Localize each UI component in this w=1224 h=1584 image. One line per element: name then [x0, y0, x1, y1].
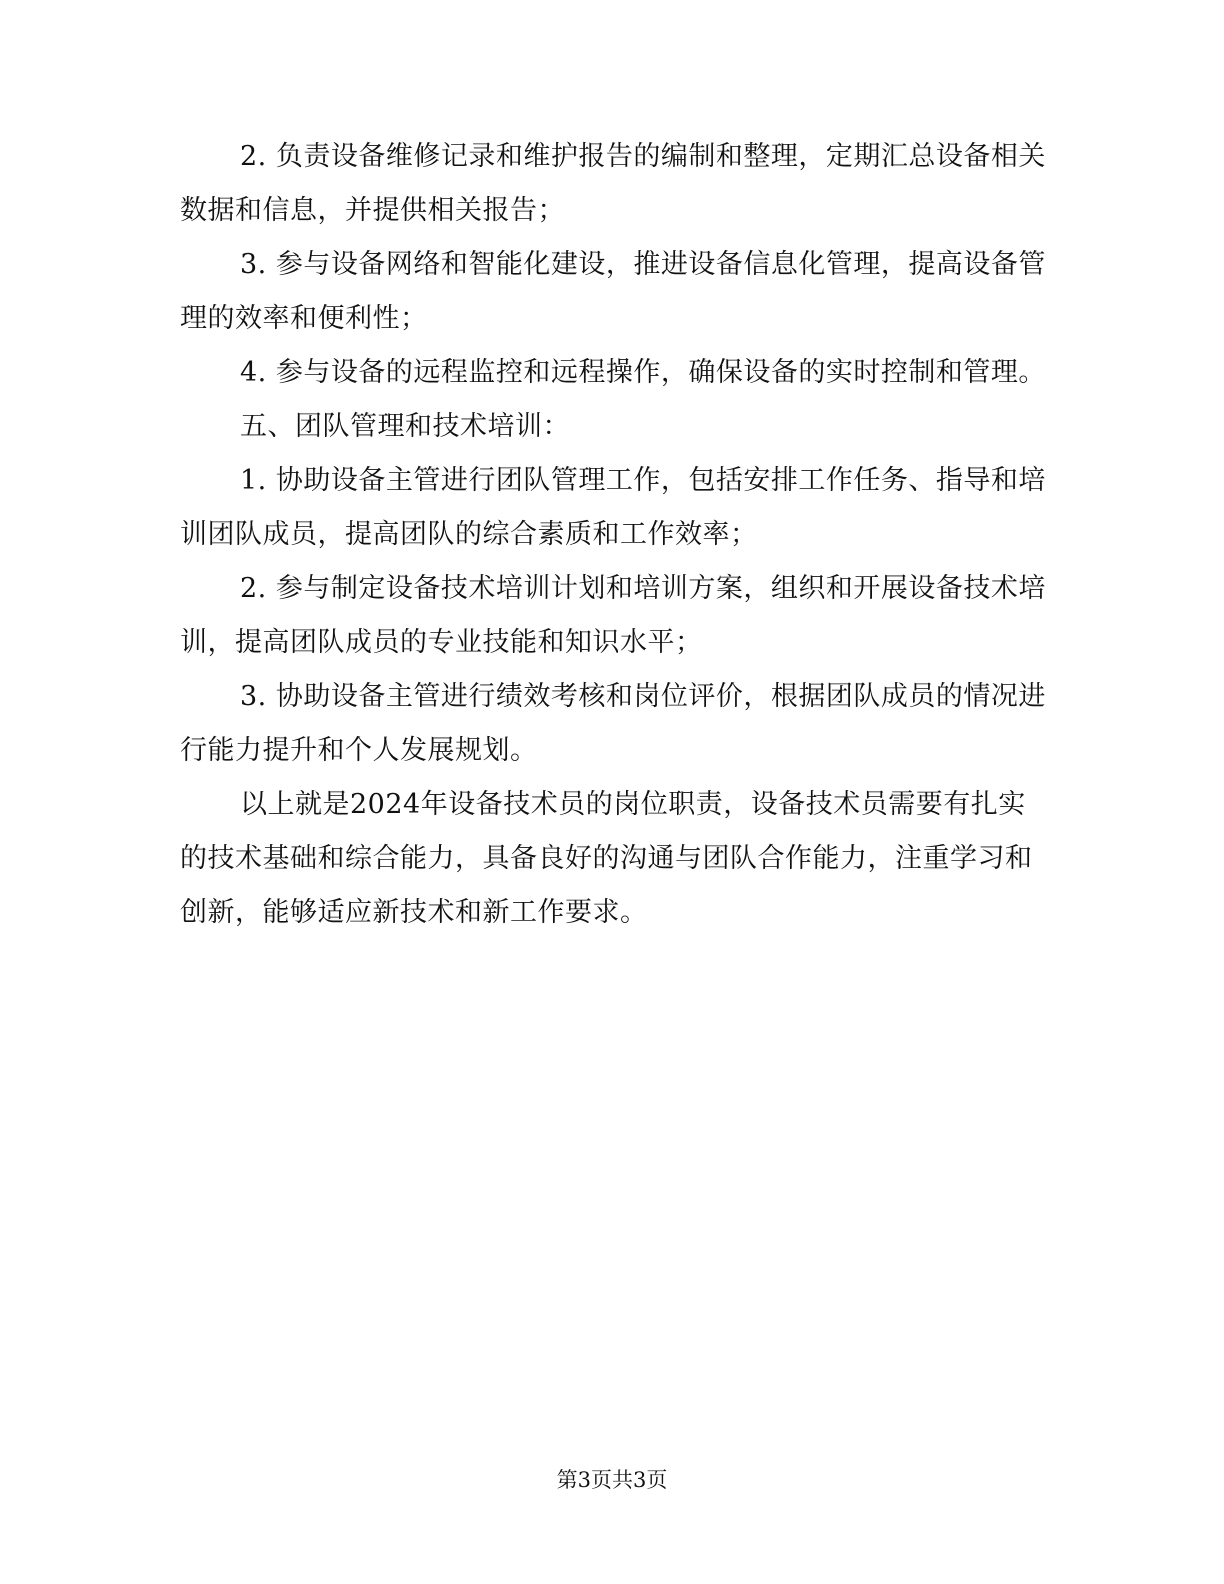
document-body	[180, 130, 1050, 940]
paragraph-item-4: 4. 参与设备的远程监控和远程操作，确保设备的实时控制和管理。	[240, 357, 1046, 388]
paragraph-item-5-1: 1. 协助设备主管进行团队管理工作，包括安排工作任务、指导和培训团队成员，提高团队的综合素质和工作效率；	[180, 465, 1046, 550]
paragraph-item-3: 3. 参与设备网络和智能化建设，推进设备信息化管理，提高设备管理的效率和便利性；	[180, 249, 1046, 334]
paragraph-item-5-3: 3. 协助设备主管进行绩效考核和岗位评价，根据团队成员的情况进行能力提升和个人发展规划。	[180, 681, 1046, 766]
paragraph-item-2: 2. 负责设备维修记录和维护报告的编制和整理，定期汇总设备相关数据和信息，并提供相关报告；	[180, 141, 1046, 226]
section-heading-5: 五、团队管理和技术培训：	[240, 411, 570, 442]
conclusion-paragraph: 以上就是2024年设备技术员的岗位职责，设备技术员需要有扎实的技术基础和综合能力，具备良好的沟通与团队合作能力，注重学习和创新，能够适应新技术和新工作要求。	[180, 789, 1033, 928]
page-number-footer: 第3页共3页	[556, 1468, 668, 1492]
paragraph-item-5-2: 2. 参与制定设备技术培训计划和培训方案，组织和开展设备技术培训，提高团队成员的专业技能和知识水平；	[180, 573, 1046, 658]
